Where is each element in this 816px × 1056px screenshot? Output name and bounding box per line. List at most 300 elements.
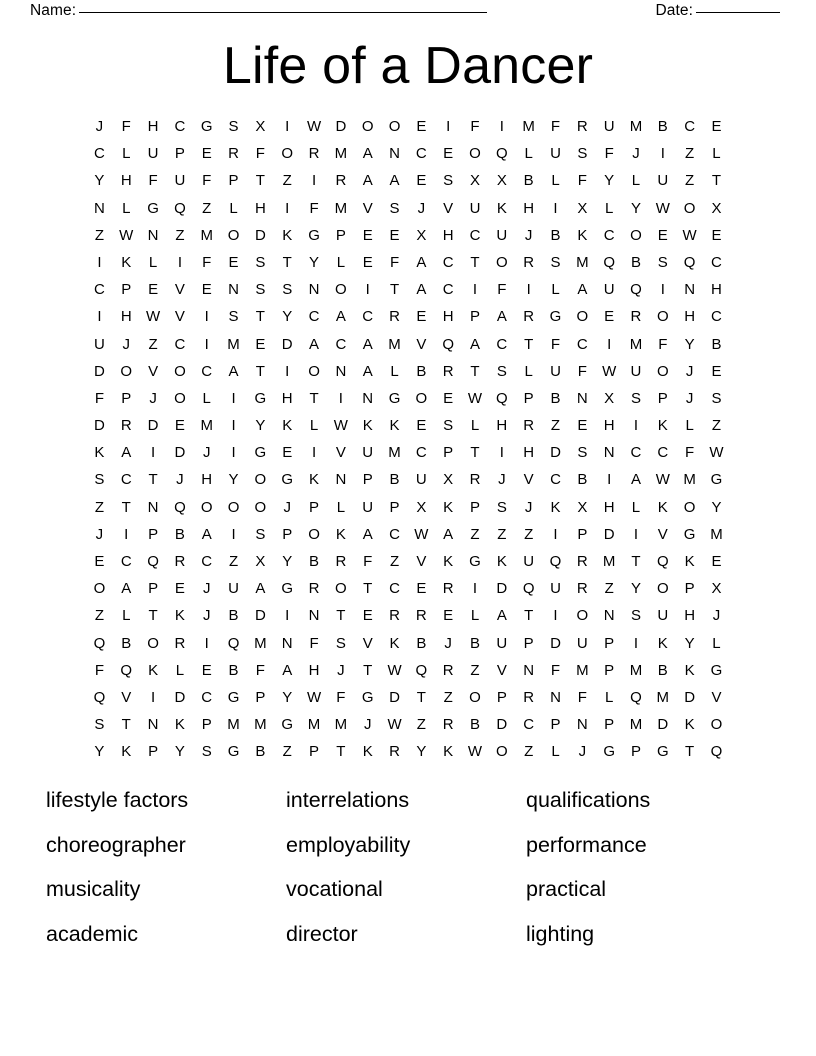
grid-letter[interactable]: F: [658, 335, 668, 353]
grid-letter[interactable]: M: [576, 253, 589, 271]
grid-letter[interactable]: H: [120, 308, 132, 326]
grid-letter[interactable]: B: [657, 118, 668, 135]
grid-letter[interactable]: Y: [228, 471, 239, 489]
grid-letter[interactable]: R: [523, 253, 535, 271]
grid-letter[interactable]: F: [550, 118, 561, 135]
grid-letter[interactable]: L: [175, 661, 185, 679]
grid-letter[interactable]: O: [361, 118, 374, 135]
grid-letter[interactable]: O: [227, 498, 240, 516]
grid-letter[interactable]: K: [282, 417, 293, 435]
grid-letter[interactable]: X: [577, 199, 588, 217]
grid-letter[interactable]: K: [684, 716, 695, 734]
grid-letter[interactable]: G: [710, 661, 723, 679]
grid-letter[interactable]: T: [363, 661, 373, 679]
grid-letter[interactable]: Y: [94, 743, 105, 761]
grid-letter[interactable]: S: [335, 634, 346, 652]
grid-letter[interactable]: J: [337, 661, 345, 679]
grid-letter[interactable]: I: [231, 389, 236, 407]
grid-letter[interactable]: V: [711, 688, 722, 706]
grid-letter[interactable]: B: [550, 389, 561, 407]
grid-letter[interactable]: T: [309, 389, 319, 407]
grid-letter[interactable]: H: [684, 308, 696, 326]
grid-letter[interactable]: N: [147, 498, 159, 516]
grid-letter[interactable]: I: [150, 688, 156, 706]
grid-letter[interactable]: Q: [710, 743, 723, 761]
grid-letter[interactable]: W: [119, 226, 134, 244]
grid-letter[interactable]: Q: [93, 634, 106, 652]
grid-letter[interactable]: A: [470, 335, 481, 353]
word-list-item[interactable]: performance: [526, 832, 647, 857]
grid-letter[interactable]: X: [443, 471, 454, 489]
grid-letter[interactable]: G: [710, 471, 723, 489]
grid-letter[interactable]: M: [629, 335, 643, 353]
grid-letter[interactable]: C: [93, 281, 105, 299]
grid-letter[interactable]: Q: [227, 634, 240, 652]
grid-letter[interactable]: I: [285, 607, 290, 625]
grid-letter[interactable]: L: [122, 199, 131, 217]
grid-letter[interactable]: P: [121, 281, 132, 299]
grid-letter[interactable]: W: [655, 199, 670, 217]
grid-letter[interactable]: M: [522, 118, 535, 135]
grid-letter[interactable]: Q: [120, 661, 133, 679]
grid-letter[interactable]: U: [469, 199, 481, 217]
grid-letter[interactable]: G: [308, 226, 320, 244]
word-list-item[interactable]: qualifications: [526, 788, 651, 812]
grid-letter[interactable]: Y: [174, 743, 185, 761]
grid-letter[interactable]: T: [336, 743, 346, 761]
grid-letter[interactable]: D: [496, 580, 508, 598]
grid-letter[interactable]: R: [308, 145, 320, 163]
grid-letter[interactable]: J: [202, 444, 211, 462]
grid-letter[interactable]: Z: [685, 145, 695, 163]
grid-letter[interactable]: D: [147, 417, 159, 435]
grid-letter[interactable]: U: [550, 580, 561, 598]
grid-letter[interactable]: S: [550, 253, 561, 271]
grid-letter[interactable]: M: [334, 199, 348, 217]
grid-letter[interactable]: K: [309, 471, 320, 489]
grid-letter[interactable]: W: [387, 716, 402, 734]
grid-letter[interactable]: L: [202, 389, 211, 407]
grid-letter[interactable]: F: [363, 553, 373, 570]
grid-letter[interactable]: B: [389, 471, 400, 489]
grid-letter[interactable]: O: [630, 226, 642, 244]
grid-letter[interactable]: I: [472, 281, 478, 299]
grid-letter[interactable]: U: [147, 145, 159, 163]
grid-letter[interactable]: P: [362, 471, 373, 489]
grid-letter[interactable]: H: [496, 417, 508, 435]
grid-letter[interactable]: L: [336, 253, 346, 271]
grid-letter[interactable]: U: [523, 553, 535, 570]
grid-letter[interactable]: E: [94, 553, 105, 570]
grid-letter[interactable]: O: [415, 389, 428, 407]
grid-letter[interactable]: X: [711, 199, 722, 217]
word-list-item[interactable]: musicality: [46, 877, 141, 901]
grid-letter[interactable]: N: [281, 634, 293, 652]
grid-letter[interactable]: P: [174, 145, 185, 163]
grid-letter[interactable]: Z: [148, 335, 158, 353]
grid-letter[interactable]: L: [631, 172, 641, 190]
grid-letter[interactable]: K: [389, 417, 400, 435]
grid-letter[interactable]: P: [657, 389, 668, 407]
grid-letter[interactable]: W: [387, 661, 402, 679]
grid-letter[interactable]: X: [416, 226, 427, 244]
grid-letter[interactable]: Q: [522, 580, 535, 598]
grid-letter[interactable]: E: [362, 607, 373, 625]
grid-letter[interactable]: O: [656, 308, 669, 326]
grid-letter[interactable]: J: [524, 226, 533, 244]
grid-letter[interactable]: X: [416, 498, 427, 516]
grid-letter[interactable]: G: [254, 444, 267, 462]
grid-letter[interactable]: Z: [175, 226, 185, 244]
grid-letter[interactable]: I: [204, 335, 209, 353]
grid-letter[interactable]: L: [524, 362, 533, 380]
grid-letter[interactable]: G: [281, 716, 294, 734]
grid-letter[interactable]: L: [122, 145, 131, 163]
grid-letter[interactable]: V: [362, 199, 373, 217]
grid-letter[interactable]: B: [630, 253, 641, 271]
grid-letter[interactable]: O: [335, 580, 347, 598]
grid-letter[interactable]: R: [523, 688, 535, 706]
grid-letter[interactable]: H: [281, 389, 293, 407]
grid-letter[interactable]: F: [94, 389, 104, 407]
grid-letter[interactable]: U: [550, 362, 561, 380]
grid-letter[interactable]: I: [124, 525, 129, 543]
grid-letter[interactable]: B: [255, 743, 266, 761]
grid-letter[interactable]: Z: [416, 716, 426, 734]
grid-letter[interactable]: A: [362, 335, 373, 353]
grid-letter[interactable]: P: [604, 661, 615, 679]
grid-letter[interactable]: T: [282, 253, 292, 271]
grid-letter[interactable]: F: [202, 172, 212, 190]
grid-letter[interactable]: E: [148, 281, 159, 299]
grid-letter[interactable]: N: [684, 281, 696, 299]
grid-letter[interactable]: X: [711, 580, 722, 598]
grid-letter[interactable]: Z: [94, 607, 104, 625]
grid-letter[interactable]: T: [524, 335, 534, 353]
grid-letter[interactable]: G: [227, 688, 240, 706]
grid-letter[interactable]: P: [496, 688, 507, 706]
grid-letter[interactable]: O: [496, 253, 508, 271]
grid-letter[interactable]: B: [470, 634, 481, 652]
grid-letter[interactable]: U: [496, 634, 508, 652]
grid-letter[interactable]: K: [389, 634, 400, 652]
grid-letter[interactable]: N: [550, 688, 561, 706]
grid-letter[interactable]: Y: [604, 172, 615, 190]
grid-letter[interactable]: V: [174, 281, 185, 299]
grid-letter[interactable]: Q: [496, 145, 508, 163]
grid-letter[interactable]: J: [685, 389, 694, 407]
grid-letter[interactable]: I: [660, 281, 665, 299]
grid-letter[interactable]: F: [577, 688, 587, 706]
grid-letter[interactable]: E: [604, 308, 615, 326]
grid-letter[interactable]: O: [576, 308, 589, 326]
grid-letter[interactable]: R: [389, 308, 400, 326]
grid-letter[interactable]: Y: [255, 417, 266, 435]
grid-letter[interactable]: Y: [711, 498, 722, 516]
grid-letter[interactable]: F: [309, 199, 319, 217]
grid-letter[interactable]: R: [630, 308, 642, 326]
grid-letter[interactable]: H: [308, 661, 320, 679]
grid-letter[interactable]: K: [684, 553, 695, 570]
grid-letter[interactable]: K: [550, 498, 561, 516]
grid-letter[interactable]: M: [629, 661, 643, 679]
grid-letter[interactable]: D: [254, 607, 266, 625]
grid-letter[interactable]: R: [442, 362, 454, 380]
grid-letter[interactable]: C: [362, 308, 374, 326]
grid-letter[interactable]: F: [94, 661, 104, 679]
grid-letter[interactable]: C: [93, 145, 105, 163]
grid-letter[interactable]: G: [388, 389, 401, 407]
grid-letter[interactable]: U: [228, 580, 239, 598]
grid-letter[interactable]: C: [120, 553, 132, 570]
grid-letter[interactable]: B: [577, 471, 588, 489]
grid-letter[interactable]: E: [416, 308, 427, 326]
grid-letter[interactable]: B: [416, 634, 427, 652]
grid-letter[interactable]: E: [711, 553, 722, 570]
grid-letter[interactable]: S: [443, 172, 454, 190]
grid-letter[interactable]: K: [496, 553, 507, 570]
grid-letter[interactable]: Y: [309, 253, 320, 271]
grid-letter[interactable]: Z: [470, 661, 480, 679]
grid-letter[interactable]: F: [685, 444, 695, 462]
grid-letter[interactable]: S: [657, 253, 668, 271]
grid-letter[interactable]: O: [147, 634, 159, 652]
grid-letter[interactable]: O: [281, 145, 294, 163]
grid-letter[interactable]: X: [577, 498, 588, 516]
grid-letter[interactable]: C: [442, 281, 454, 299]
grid-letter[interactable]: J: [524, 498, 533, 516]
grid-letter[interactable]: M: [254, 716, 267, 734]
grid-letter[interactable]: V: [496, 661, 507, 679]
grid-letter[interactable]: J: [685, 362, 694, 380]
grid-letter[interactable]: I: [660, 145, 665, 163]
grid-letter[interactable]: W: [414, 525, 429, 543]
grid-letter[interactable]: X: [496, 172, 507, 190]
grid-letter[interactable]: Z: [228, 553, 239, 570]
grid-letter[interactable]: B: [657, 661, 668, 679]
grid-letter[interactable]: K: [362, 417, 373, 435]
grid-letter[interactable]: A: [389, 172, 400, 190]
grid-letter[interactable]: E: [201, 145, 212, 163]
grid-letter[interactable]: T: [389, 281, 400, 299]
grid-letter[interactable]: G: [147, 199, 159, 217]
grid-letter[interactable]: C: [415, 145, 427, 163]
grid-letter[interactable]: C: [657, 444, 669, 462]
grid-letter[interactable]: E: [443, 607, 454, 625]
grid-letter[interactable]: L: [551, 743, 560, 761]
grid-letter[interactable]: O: [388, 118, 401, 135]
grid-letter[interactable]: A: [201, 525, 212, 543]
grid-letter[interactable]: R: [576, 118, 588, 135]
grid-letter[interactable]: C: [576, 335, 588, 353]
grid-letter[interactable]: E: [577, 417, 588, 435]
grid-letter[interactable]: R: [335, 553, 347, 570]
grid-letter[interactable]: I: [338, 389, 343, 407]
grid-letter[interactable]: M: [683, 471, 696, 489]
grid-letter[interactable]: C: [603, 226, 615, 244]
grid-letter[interactable]: U: [603, 281, 615, 299]
grid-letter[interactable]: R: [389, 743, 400, 761]
grid-letter[interactable]: K: [443, 743, 454, 761]
grid-letter[interactable]: D: [657, 716, 669, 734]
grid-letter[interactable]: I: [231, 525, 236, 543]
word-list-item[interactable]: interrelations: [286, 788, 410, 812]
grid-letter[interactable]: N: [576, 716, 588, 734]
grid-letter[interactable]: N: [308, 607, 320, 625]
grid-letter[interactable]: K: [282, 226, 293, 244]
grid-letter[interactable]: U: [630, 362, 642, 380]
grid-letter[interactable]: E: [711, 362, 722, 380]
grid-letter[interactable]: A: [630, 471, 641, 489]
grid-letter[interactable]: Q: [93, 688, 106, 706]
grid-letter[interactable]: G: [254, 389, 267, 407]
grid-letter[interactable]: S: [389, 199, 400, 217]
grid-letter[interactable]: O: [656, 362, 669, 380]
grid-letter[interactable]: I: [526, 281, 531, 299]
grid-letter[interactable]: D: [174, 688, 186, 706]
grid-letter[interactable]: J: [578, 743, 587, 761]
grid-letter[interactable]: V: [523, 471, 534, 489]
grid-letter[interactable]: V: [362, 634, 373, 652]
grid-letter[interactable]: E: [416, 172, 427, 190]
grid-letter[interactable]: E: [174, 580, 185, 598]
grid-letter[interactable]: S: [255, 253, 266, 271]
grid-letter[interactable]: L: [604, 688, 614, 706]
grid-letter[interactable]: U: [496, 226, 508, 244]
grid-letter[interactable]: I: [177, 253, 182, 271]
grid-letter[interactable]: F: [604, 145, 614, 163]
grid-letter[interactable]: I: [150, 444, 156, 462]
grid-letter[interactable]: U: [362, 498, 374, 516]
grid-letter[interactable]: L: [631, 498, 641, 516]
grid-letter[interactable]: P: [282, 525, 293, 543]
grid-letter[interactable]: B: [523, 172, 534, 190]
grid-letter[interactable]: J: [95, 118, 104, 135]
grid-letter[interactable]: K: [94, 444, 105, 462]
grid-letter[interactable]: W: [602, 362, 617, 380]
grid-letter[interactable]: A: [577, 281, 588, 299]
grid-letter[interactable]: P: [604, 716, 615, 734]
grid-letter[interactable]: I: [365, 281, 370, 299]
grid-letter[interactable]: I: [499, 118, 504, 135]
grid-letter[interactable]: I: [553, 525, 558, 543]
grid-letter[interactable]: P: [470, 498, 481, 516]
grid-letter[interactable]: F: [121, 118, 131, 135]
grid-letter[interactable]: H: [523, 199, 535, 217]
grid-letter[interactable]: X: [255, 553, 266, 570]
word-list-item[interactable]: lifestyle factors: [46, 788, 189, 812]
grid-letter[interactable]: C: [389, 525, 400, 543]
grid-letter[interactable]: K: [174, 607, 185, 625]
grid-letter[interactable]: O: [174, 362, 186, 380]
grid-letter[interactable]: T: [711, 172, 722, 190]
grid-letter[interactable]: M: [388, 335, 401, 353]
grid-letter[interactable]: Z: [497, 525, 507, 543]
grid-letter[interactable]: T: [470, 362, 480, 380]
grid-letter[interactable]: D: [603, 525, 615, 543]
word-list-item[interactable]: choreographer: [46, 832, 186, 857]
grid-letter[interactable]: Z: [711, 417, 722, 435]
grid-letter[interactable]: P: [550, 716, 561, 734]
grid-letter[interactable]: W: [709, 444, 724, 462]
grid-letter[interactable]: O: [710, 716, 723, 734]
grid-letter[interactable]: D: [93, 417, 105, 435]
grid-letter[interactable]: T: [121, 498, 131, 516]
grid-letter[interactable]: C: [335, 335, 347, 353]
grid-letter[interactable]: J: [283, 498, 291, 516]
grid-letter[interactable]: J: [498, 471, 506, 489]
grid-letter[interactable]: E: [416, 417, 427, 435]
grid-letter[interactable]: G: [469, 553, 481, 570]
grid-letter[interactable]: Y: [684, 634, 695, 652]
grid-letter[interactable]: M: [307, 716, 321, 734]
grid-letter[interactable]: R: [442, 716, 454, 734]
grid-letter[interactable]: Q: [174, 199, 186, 217]
grid-letter[interactable]: B: [416, 362, 427, 380]
grid-letter[interactable]: C: [684, 118, 696, 135]
grid-letter[interactable]: M: [656, 688, 670, 706]
grid-letter[interactable]: R: [442, 580, 454, 598]
grid-letter[interactable]: Z: [94, 498, 104, 516]
grid-letter[interactable]: U: [174, 172, 186, 190]
grid-letter[interactable]: C: [550, 471, 561, 489]
grid-letter[interactable]: L: [470, 417, 480, 435]
grid-letter[interactable]: A: [362, 172, 373, 190]
grid-letter[interactable]: D: [684, 688, 696, 706]
grid-letter[interactable]: Q: [603, 253, 615, 271]
grid-letter[interactable]: P: [148, 743, 159, 761]
grid-letter[interactable]: I: [472, 580, 478, 598]
grid-letter[interactable]: F: [309, 634, 319, 652]
grid-letter[interactable]: H: [442, 226, 454, 244]
grid-letter[interactable]: L: [604, 199, 614, 217]
grid-letter[interactable]: R: [442, 661, 454, 679]
grid-letter[interactable]: I: [97, 308, 102, 326]
grid-letter[interactable]: P: [121, 389, 132, 407]
word-list-item[interactable]: academic: [46, 921, 139, 946]
grid-letter[interactable]: E: [416, 118, 427, 135]
grid-letter[interactable]: R: [389, 607, 400, 625]
grid-letter[interactable]: L: [309, 417, 319, 435]
grid-letter[interactable]: K: [121, 253, 132, 271]
grid-letter[interactable]: T: [470, 253, 480, 271]
grid-letter[interactable]: I: [311, 172, 317, 190]
grid-letter[interactable]: A: [443, 525, 454, 543]
grid-letter[interactable]: I: [231, 417, 236, 435]
grid-letter[interactable]: A: [362, 145, 373, 163]
grid-letter[interactable]: K: [362, 743, 373, 761]
grid-letter[interactable]: A: [282, 661, 293, 679]
grid-letter[interactable]: E: [228, 253, 239, 271]
grid-letter[interactable]: P: [604, 634, 615, 652]
grid-letter[interactable]: E: [362, 253, 373, 271]
grid-letter[interactable]: H: [147, 118, 159, 135]
grid-letter[interactable]: R: [174, 553, 186, 570]
grid-letter[interactable]: F: [255, 145, 265, 163]
grid-letter[interactable]: S: [496, 498, 507, 516]
grid-letter[interactable]: F: [336, 688, 346, 706]
grid-letter[interactable]: S: [577, 145, 588, 163]
grid-letter[interactable]: R: [576, 553, 588, 570]
grid-letter[interactable]: T: [524, 607, 534, 625]
grid-letter[interactable]: F: [550, 661, 561, 679]
grid-letter[interactable]: D: [254, 226, 266, 244]
grid-letter[interactable]: W: [655, 471, 670, 489]
grid-letter[interactable]: O: [683, 199, 696, 217]
grid-letter[interactable]: R: [335, 172, 347, 190]
grid-letter[interactable]: Z: [282, 743, 292, 761]
grid-letter[interactable]: L: [712, 634, 721, 652]
